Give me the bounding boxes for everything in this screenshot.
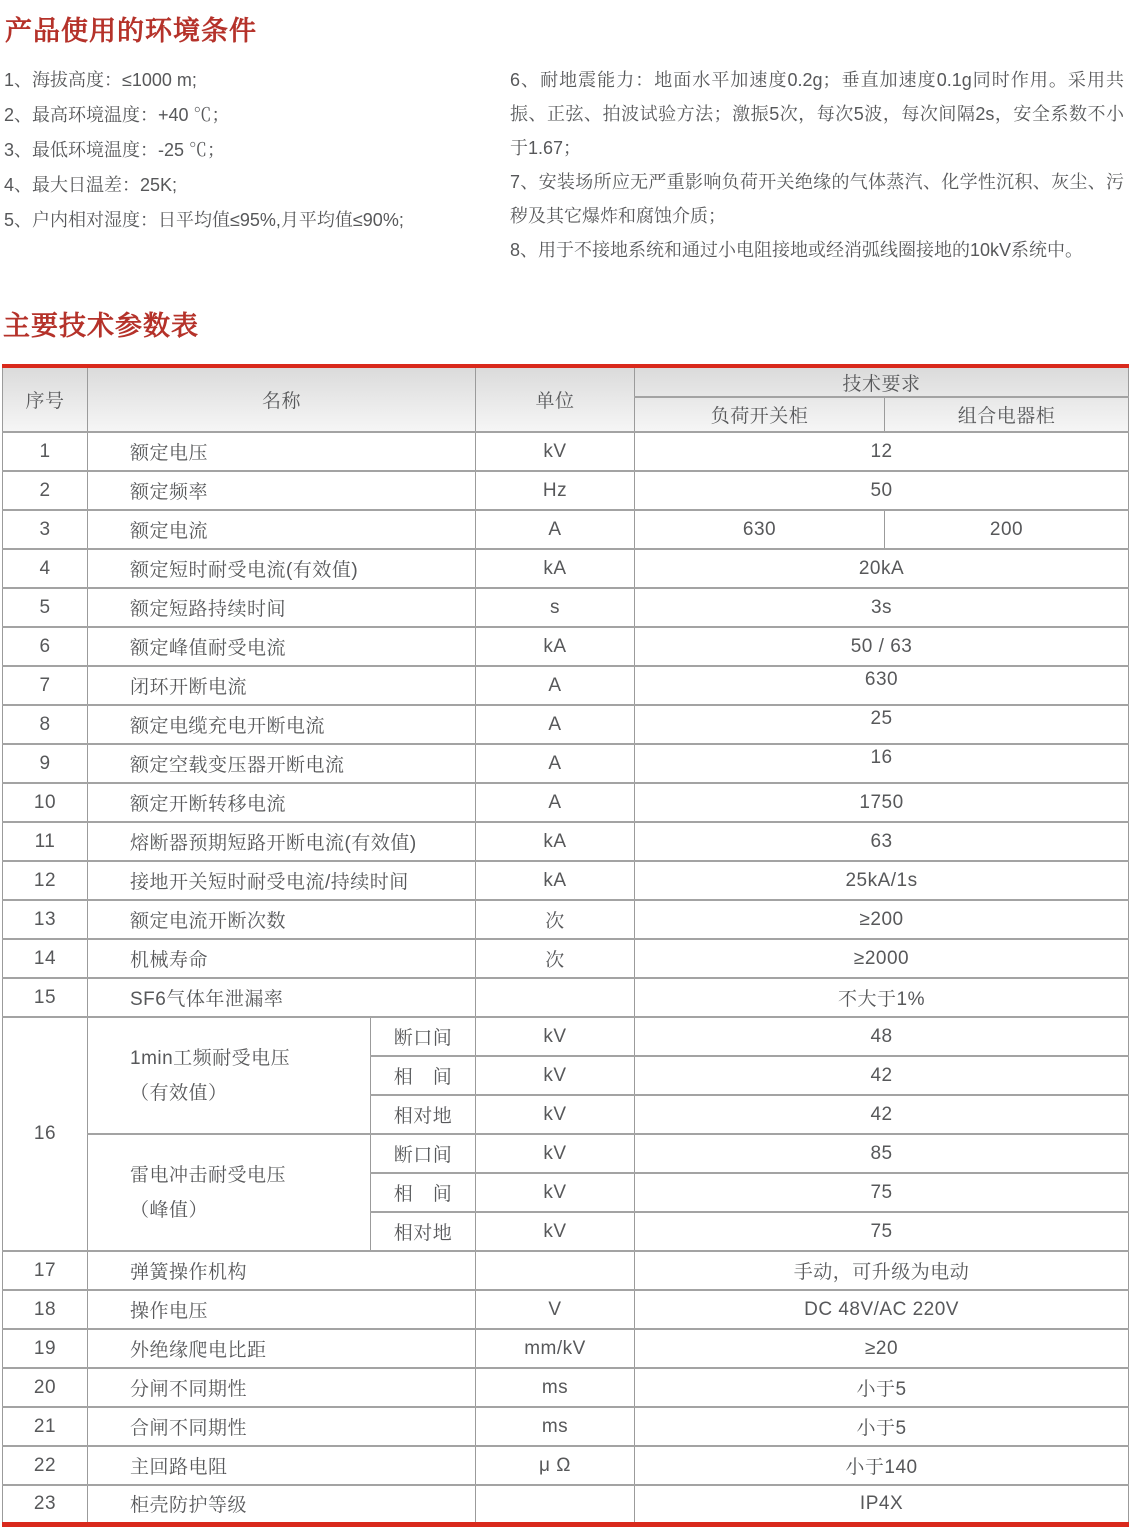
table-header: [3, 366, 1129, 432]
row-value: 63: [635, 822, 1129, 861]
row-unit: A: [476, 783, 635, 822]
sub-row-label: 相 间: [371, 1173, 476, 1212]
row-index: 22: [3, 1446, 88, 1485]
row-name: 操作电压: [88, 1290, 476, 1329]
row-value: 42: [635, 1095, 1129, 1134]
row-value: 3s: [635, 588, 1129, 627]
table-row: [3, 705, 1129, 744]
col-header-combined-cabinet: 组合电器柜: [885, 397, 1129, 432]
table-row: [3, 1407, 1129, 1446]
row-name: 合闸不同期性: [88, 1407, 476, 1446]
row-unit: ms: [476, 1407, 635, 1446]
row-value: 小于140: [635, 1446, 1129, 1485]
table-row: [3, 1329, 1129, 1368]
row-unit: [476, 1485, 635, 1524]
tech-params-table: [2, 364, 1129, 1527]
row-name: 熔断器预期短路开断电流(有效值): [88, 822, 476, 861]
env-item-5: 5、户内相对湿度：日平均值≤95%,月平均值≤90%;: [4, 210, 404, 230]
table-row: [3, 549, 1129, 588]
row-name: 额定电流: [88, 510, 476, 549]
row-unit: 次: [476, 939, 635, 978]
row-value: 50: [635, 471, 1129, 510]
row-unit: kV: [476, 432, 635, 471]
table-row: [3, 627, 1129, 666]
row-unit: kV: [476, 1212, 635, 1251]
row-value: 630: [635, 666, 1129, 705]
table-row: [3, 1368, 1129, 1407]
row-value: 25kA/1s: [635, 861, 1129, 900]
table-row: [3, 822, 1129, 861]
table-section-title: 主要技术参数表: [3, 311, 199, 341]
row-unit: ms: [476, 1368, 635, 1407]
row-unit: [476, 978, 635, 1017]
row-unit: kV: [476, 1173, 635, 1212]
row-value: 85: [635, 1134, 1129, 1173]
row-unit: kA: [476, 822, 635, 861]
row-unit: A: [476, 666, 635, 705]
row-value: 42: [635, 1056, 1129, 1095]
sub-row-label: 断口间: [371, 1134, 476, 1173]
table-row: [3, 666, 1129, 705]
sub-row-label: 相对地: [371, 1212, 476, 1251]
row-unit: 次: [476, 900, 635, 939]
row-index: 2: [3, 471, 88, 510]
env-item-4: 4、最大日温差：25K;: [4, 175, 178, 195]
table-row: [3, 861, 1129, 900]
row-index: 10: [3, 783, 88, 822]
row-value: 75: [635, 1173, 1129, 1212]
col-header-unit: 单位: [476, 366, 635, 432]
row-unit: kA: [476, 861, 635, 900]
row-index: 23: [3, 1485, 88, 1524]
table-row: [3, 432, 1129, 471]
row-value-combined: 200: [885, 510, 1129, 549]
table-row: [3, 510, 1129, 549]
group-name-line1: 雷电冲击耐受电压: [130, 1164, 287, 1186]
row-index: 14: [3, 939, 88, 978]
env-right-column: [510, 63, 1124, 267]
col-header-tech-requirements: 技术要求: [635, 366, 1129, 397]
row-name: 主回路电阻: [88, 1446, 476, 1485]
row-index: 11: [3, 822, 88, 861]
sub-row-label: 相 间: [371, 1056, 476, 1095]
col-header-load-switch-cabinet: 负荷开关柜: [635, 397, 885, 432]
row-value: 50 / 63: [635, 627, 1129, 666]
row-index: 15: [3, 978, 88, 1017]
row-value: 75: [635, 1212, 1129, 1251]
table-row: [3, 900, 1129, 939]
row-name: 闭环开断电流: [88, 666, 476, 705]
row-name: SF6气体年泄漏率: [88, 978, 476, 1017]
row-value: DC 48V/AC 220V: [635, 1290, 1129, 1329]
col-header-name: 名称: [88, 366, 476, 432]
row-value: 25: [635, 705, 1129, 744]
row-name: 额定短路持续时间: [88, 588, 476, 627]
row-value: 16: [635, 744, 1129, 783]
row-index: 5: [3, 588, 88, 627]
row-name: 额定电流开断次数: [88, 900, 476, 939]
row-value: ≥200: [635, 900, 1129, 939]
table-row: [3, 939, 1129, 978]
row-unit: A: [476, 744, 635, 783]
row-unit: V: [476, 1290, 635, 1329]
row-index: 9: [3, 744, 88, 783]
row-name: 弹簧操作机构: [88, 1251, 476, 1290]
env-left-column: [4, 63, 510, 267]
table-row: [3, 1017, 1129, 1056]
row-name: 额定电压: [88, 432, 476, 471]
table-row: [3, 744, 1129, 783]
group-name-line1: 1min工频耐受电压: [130, 1047, 291, 1069]
env-item-7: 7、安装场所应无严重影响负荷开关绝缘的气体蒸汽、化学性沉积、灰尘、污秽及其它爆炸和腐蚀介质；: [510, 172, 1124, 226]
table-row: [3, 978, 1129, 1017]
row-index: 4: [3, 549, 88, 588]
row-unit: A: [476, 705, 635, 744]
row-index: 19: [3, 1329, 88, 1368]
table-row: [3, 1446, 1129, 1485]
row-unit: μ Ω: [476, 1446, 635, 1485]
row-name: 接地开关短时耐受电流/持续时间: [88, 861, 476, 900]
row-index: 7: [3, 666, 88, 705]
row-name: 额定空载变压器开断电流: [88, 744, 476, 783]
env-item-6: 6、耐地震能力：地面水平加速度0.2g；垂直加速度0.1g同时作用。采用共振、正弦、拍波试验方法；激振5次，每次5波，每次间隔2s，安全系数不小于1.67；: [510, 70, 1124, 158]
row-value: 1750: [635, 783, 1129, 822]
table-row: [3, 1290, 1129, 1329]
env-section-title: 产品使用的环境条件: [5, 16, 257, 46]
group-name-line2: （有效值）: [130, 1082, 228, 1104]
row-unit: mm/kV: [476, 1329, 635, 1368]
row-value: ≥20: [635, 1329, 1129, 1368]
row-name: 分闸不同期性: [88, 1368, 476, 1407]
row-value: 不大于1%: [635, 978, 1129, 1017]
row-index: 3: [3, 510, 88, 549]
row-name: 额定峰值耐受电流: [88, 627, 476, 666]
row-value: 手动，可升级为电动: [635, 1251, 1129, 1290]
env-item-2: 2、最高环境温度：+40 ℃；: [4, 105, 230, 125]
row-unit: kV: [476, 1056, 635, 1095]
table-row: [3, 1134, 1129, 1173]
row-index: 13: [3, 900, 88, 939]
row-unit: [476, 1251, 635, 1290]
group-name-power-frequency: [88, 1017, 371, 1134]
row-unit: kV: [476, 1017, 635, 1056]
table-row: [3, 588, 1129, 627]
row-index: 8: [3, 705, 88, 744]
row-unit: kV: [476, 1134, 635, 1173]
row-index: 12: [3, 861, 88, 900]
row-value: 12: [635, 432, 1129, 471]
table-row: [3, 471, 1129, 510]
row-name: 机械寿命: [88, 939, 476, 978]
row-unit: Hz: [476, 471, 635, 510]
row-name: 额定开断转移电流: [88, 783, 476, 822]
sub-row-label: 断口间: [371, 1017, 476, 1056]
row-name: 额定频率: [88, 471, 476, 510]
row-unit: kA: [476, 627, 635, 666]
env-item-8: 8、用于不接地系统和通过小电阻接地或经消弧线圈接地的10kV系统中。: [510, 240, 1084, 260]
row-name: 柜壳防护等级: [88, 1485, 476, 1524]
sub-row-label: 相对地: [371, 1095, 476, 1134]
row-unit: kA: [476, 549, 635, 588]
table-row: [3, 1251, 1129, 1290]
env-item-1: 1、海拔高度：≤1000 m;: [4, 70, 197, 90]
row-index: 18: [3, 1290, 88, 1329]
row-index: 21: [3, 1407, 88, 1446]
row-index: 17: [3, 1251, 88, 1290]
row-index: 6: [3, 627, 88, 666]
row-value: 小于5: [635, 1407, 1129, 1446]
row-unit: s: [476, 588, 635, 627]
env-conditions-section: [0, 63, 1130, 267]
row-index: 16: [3, 1017, 88, 1251]
row-value: ≥2000: [635, 939, 1129, 978]
row-unit: kV: [476, 1095, 635, 1134]
group-name-lightning-impulse: [88, 1134, 371, 1251]
col-header-no: 序号: [3, 366, 88, 432]
row-index: 20: [3, 1368, 88, 1407]
row-name: 额定短时耐受电流(有效值): [88, 549, 476, 588]
table-row: [3, 783, 1129, 822]
row-value: 20kA: [635, 549, 1129, 588]
row-name: 额定电缆充电开断电流: [88, 705, 476, 744]
row-name: 外绝缘爬电比距: [88, 1329, 476, 1368]
row-index: 1: [3, 432, 88, 471]
row-value: 48: [635, 1017, 1129, 1056]
env-item-3: 3、最低环境温度：-25 ℃；: [4, 140, 226, 160]
table-row: [3, 1485, 1129, 1524]
row-value: 小于5: [635, 1368, 1129, 1407]
row-value-load-switch: 630: [635, 510, 885, 549]
group-name-line2: （峰值）: [130, 1199, 209, 1221]
row-unit: A: [476, 510, 635, 549]
row-value: IP4X: [635, 1485, 1129, 1524]
